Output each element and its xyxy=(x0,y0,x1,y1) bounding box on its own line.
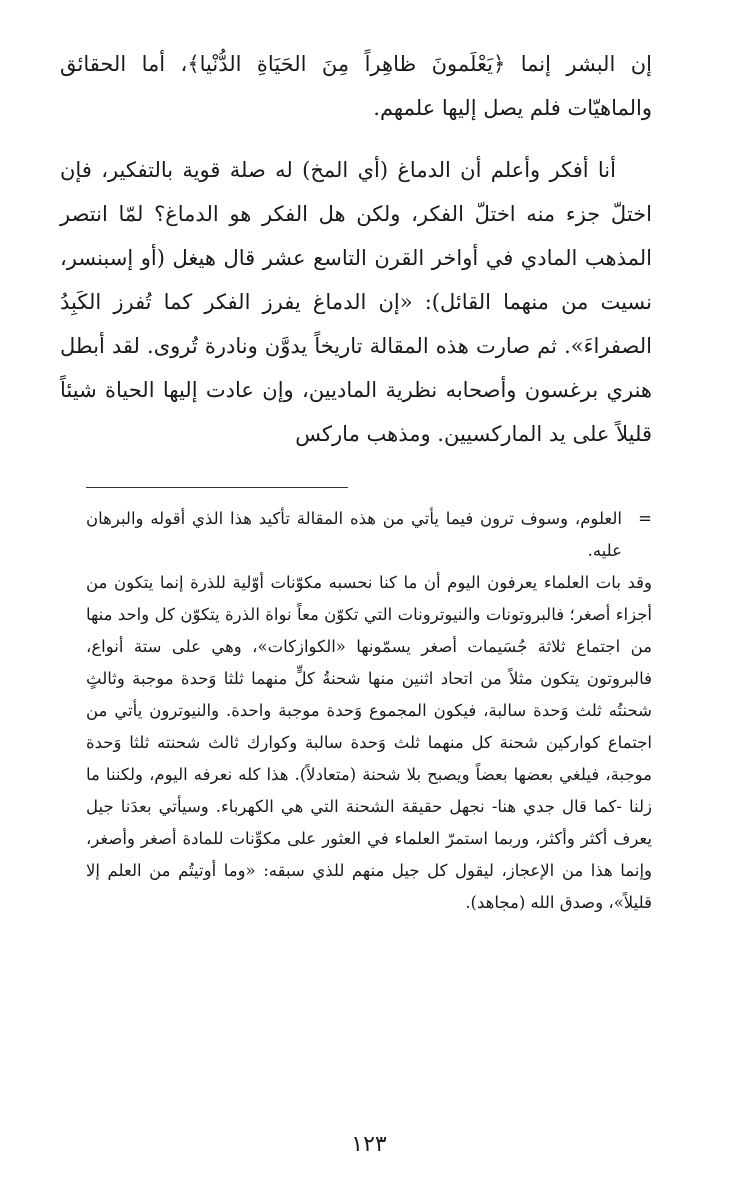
footnote-separator xyxy=(86,487,348,488)
footnote-continuation-text: العلوم، وسوف ترون فيما يأتي من هذه المقالة تأكيد هذا الذي أقوله والبرهان عليه. xyxy=(86,509,622,560)
paragraph-2: أنا أفكر وأعلم أن الدماغ (أي المخ) له صلة قوية بالتفكير، فإن اختلّ جزء منه اختلّ الفكر، ولكن هل الفكر هو الدماغ؟ لمّا انتصر المذهب المادي في أواخر القرن التاسع عشر قال هيغل (أو إسبنسر، نسيت من منهما القائل): «إن الدماغ يفرز الفكر كما تُفرز الكَبِدُ الصفراءَ». ثم صارت هذه المقالة تاريخاً يدوَّن ونادرة تُروى. لقد أبطل هنري برغسون وأصحابه نظرية الماديين، وإن عادت إليها الحياة شيئاً قليلاً على يد الماركسيين. ومذهب ماركس xyxy=(60,158,652,446)
footnote-continuation xyxy=(86,503,652,567)
footnote-paragraph: وقد بات العلماء يعرفون اليوم أن ما كنا نحسبه مكوّنات أوّلية للذرة إنما يتكون من أجزاء أصغر؛ فالبروتونات والنيوترونات التي تكوّن معاً نواة الذرة يتكوّن كل واحد منها من اجتماع ثلاثة جُسَيمات أصغر يسمّونها «الكوازكات»، وهي على ستة أنواع، فالبروتون يتكون مثلاً من اتحاد اثنين منها شحنةُ كلٍّ منهما ثلثا وَحدة موجبة وثالثٍ شحنتُه ثلث وَحدة سالبة، فيكون المجموع وَحدة موجبة واحدة. والنيوترون يأتي من اجتماع كواركين شحنة كل منهما ثلث وَحدة سالبة وكوارك ثالث شحنته ثلثا وَحدة موجبة، فيلغي بعضها بعضاً ويصبح بلا شحنة (متعادلاً). هذا كله نعرفه اليوم، ولكننا ما زلنا -كما قال جدي هنا- نجهل حقيقة الشحنة التي هي الكهرباء. وسيأتي بعدَنا جيل يعرف أكثر وأكثر، وربما استمرّ العلماء في العثور على مكوِّنات للمادة أصغر وأصغر، وإنما هذا من الإعجاز، ليقول كل جيل منهم للذي سبقه: «وما أوتيتُم من العلم إلا قليلاً»، وصدق الله (مجاهد). xyxy=(86,573,652,912)
main-text xyxy=(60,42,652,456)
paragraph-1: إن البشر إنما ﴿يَعْلَمونَ ظاهِراً مِنَ الحَيَاةِ الدُّنْيا﴾، أما الحقائق والماهيّات فلم يصل إليها علمهم. xyxy=(60,52,652,120)
page-number: ١٢٣ xyxy=(351,1132,387,1157)
footnotes xyxy=(86,503,652,919)
footnote-continuation-marker: = xyxy=(638,509,652,528)
